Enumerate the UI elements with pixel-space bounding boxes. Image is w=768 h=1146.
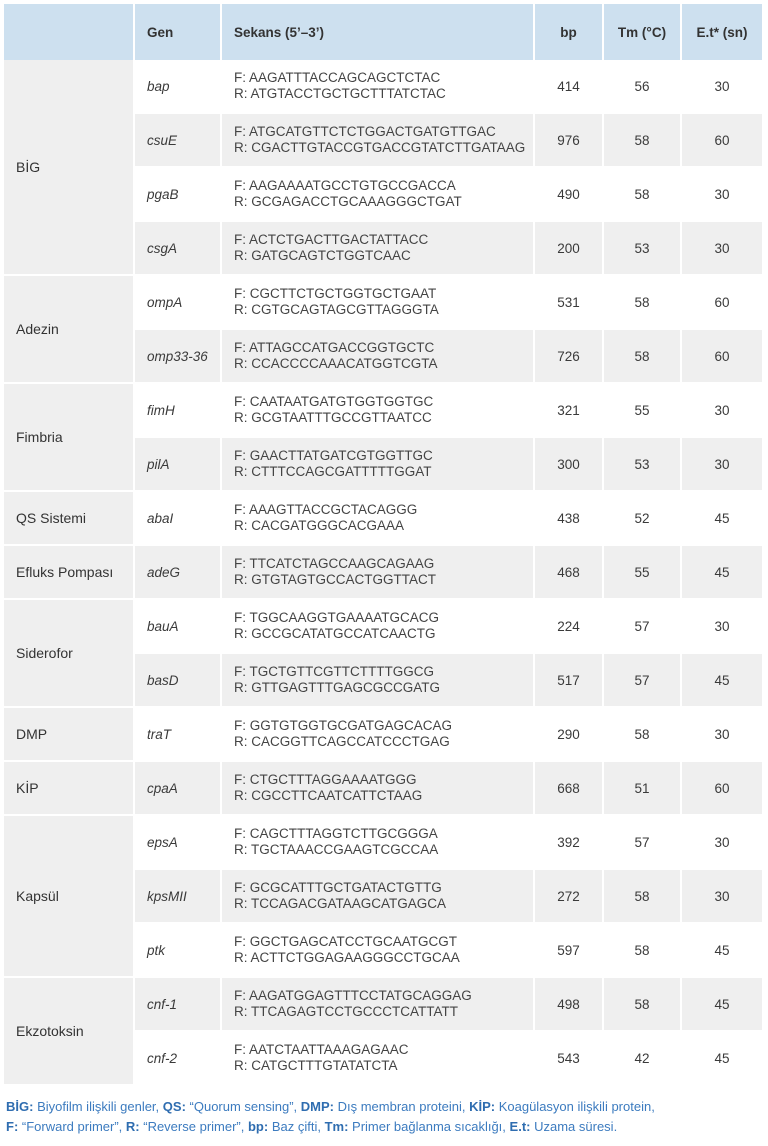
elongation-time-value: 60	[682, 276, 764, 330]
bp-value: 498	[535, 978, 604, 1032]
elongation-time-value: 60	[682, 762, 764, 816]
forward-primer: F: GGCTGAGCATCCTGCAATGCGT	[234, 934, 457, 949]
gene-name: csuE	[135, 114, 222, 168]
sequence-cell	[222, 330, 535, 384]
tm-value: 57	[604, 654, 682, 708]
legend-term: Tm:	[324, 1119, 349, 1134]
table-row	[4, 600, 764, 654]
bp-value: 290	[535, 708, 604, 762]
tm-value: 58	[604, 330, 682, 384]
forward-primer: F: AAGATGGAGTTTCCTATGCAGGAG	[234, 988, 472, 1003]
reverse-primer: R: CACGGTTCAGCCATCCCTGAG	[234, 734, 450, 749]
tm-value: 53	[604, 438, 682, 492]
gene-name: ompA	[135, 276, 222, 330]
legend-term: BİG:	[6, 1099, 34, 1114]
forward-primer: F: CGCTTCTGCTGGTGCTGAAT	[234, 286, 437, 301]
header-bp: bp	[535, 4, 604, 60]
sequence-cell	[222, 492, 535, 546]
table-row	[4, 708, 764, 762]
tm-value: 58	[604, 168, 682, 222]
bp-value: 468	[535, 546, 604, 600]
table-row	[4, 492, 764, 546]
sequence-cell	[222, 546, 535, 600]
gene-name: pilA	[135, 438, 222, 492]
sequence-cell	[222, 924, 535, 978]
forward-primer: F: ATTAGCCATGACCGGTGCTC	[234, 340, 435, 355]
bp-value: 300	[535, 438, 604, 492]
reverse-primer: R: GATGCAGTCTGGTCAAC	[234, 248, 411, 263]
elongation-time-value: 45	[682, 546, 764, 600]
bp-value: 597	[535, 924, 604, 978]
group-label: BİG	[4, 60, 135, 276]
reverse-primer: R: CCACCCCAAACATGGTCGTA	[234, 356, 438, 371]
group-label: KİP	[4, 762, 135, 816]
gene-name: cpaA	[135, 762, 222, 816]
reverse-primer: R: ATGTACCTGCTGCTTTATCTAC	[234, 86, 446, 101]
header-sequence: Sekans (5’–3’)	[222, 4, 535, 60]
forward-primer: F: TGCTGTTCGTTCTTTTGGCG	[234, 664, 434, 679]
legend-description: “Reverse primer”,	[139, 1119, 248, 1134]
forward-primer: F: TGGCAAGGTGAAAATGCACG	[234, 610, 440, 625]
sequence-cell	[222, 276, 535, 330]
legend-term: bp:	[247, 1119, 269, 1134]
group-label: Fimbria	[4, 384, 135, 492]
elongation-time-value: 45	[682, 978, 764, 1032]
reverse-primer: R: CGTGCAGTAGCGTTAGGGTA	[234, 302, 439, 317]
bp-value: 414	[535, 60, 604, 114]
sequence-cell	[222, 384, 535, 438]
gene-name: pgaB	[135, 168, 222, 222]
group-label: QS Sistemi	[4, 492, 135, 546]
forward-primer: F: GCGCATTTGCTGATACTGTTG	[234, 880, 442, 895]
elongation-time-value: 30	[682, 600, 764, 654]
tm-value: 55	[604, 546, 682, 600]
group-label: Kapsül	[4, 816, 135, 978]
reverse-primer: R: TTCAGAGTCCTGCCCTCATTATT	[234, 1004, 458, 1019]
bp-value: 668	[535, 762, 604, 816]
elongation-time-value: 45	[682, 654, 764, 708]
primer-table-wrapper	[4, 4, 764, 1086]
reverse-primer: R: GTGTAGTGCCACTGGTTACT	[234, 572, 436, 587]
gene-name: traT	[135, 708, 222, 762]
header-group	[4, 4, 135, 60]
tm-value: 42	[604, 1032, 682, 1086]
sequence-cell	[222, 222, 535, 276]
elongation-time-value: 45	[682, 924, 764, 978]
reverse-primer: R: CGACTTGTACCGTGACCGTATCTTGATAAG	[234, 140, 526, 155]
sequence-cell	[222, 708, 535, 762]
elongation-time-value: 30	[682, 438, 764, 492]
group-label: Ekzotoksin	[4, 978, 135, 1086]
table-row	[4, 816, 764, 870]
table-row	[4, 762, 764, 816]
bp-value: 490	[535, 168, 604, 222]
gene-name: epsA	[135, 816, 222, 870]
tm-value: 55	[604, 384, 682, 438]
legend-description: Primer bağlanma sıcaklığı,	[348, 1119, 510, 1134]
reverse-primer: R: GTTGAGTTTGAGCGCCGATG	[234, 680, 440, 695]
reverse-primer: R: GCGAGACCTGCAAAGGGCTGAT	[234, 194, 462, 209]
bp-value: 517	[535, 654, 604, 708]
reverse-primer: R: CATGCTTTGTATATCTA	[234, 1058, 398, 1073]
sequence-cell	[222, 978, 535, 1032]
gene-name: bap	[135, 60, 222, 114]
legend-term: QS:	[162, 1099, 186, 1114]
bp-value: 272	[535, 870, 604, 924]
gene-name: adeG	[135, 546, 222, 600]
forward-primer: F: CTGCTTTAGGAAAATGGG	[234, 772, 417, 787]
forward-primer: F: GAACTTATGATCGTGGTTGC	[234, 448, 433, 463]
legend-description: “Quorum sensing”,	[185, 1099, 301, 1114]
elongation-time-value: 30	[682, 870, 764, 924]
sequence-cell	[222, 654, 535, 708]
table-row	[4, 276, 764, 330]
bp-value: 200	[535, 222, 604, 276]
table-row	[4, 978, 764, 1032]
sequence-cell	[222, 438, 535, 492]
legend-description: Biyofilm ilişkili genler,	[33, 1099, 163, 1114]
header-tm: Tm (°C)	[604, 4, 682, 60]
bp-value: 321	[535, 384, 604, 438]
sequence-cell	[222, 60, 535, 114]
sequence-cell	[222, 870, 535, 924]
elongation-time-value: 60	[682, 330, 764, 384]
table-body	[4, 60, 764, 1086]
gene-name: bauA	[135, 600, 222, 654]
reverse-primer: R: TGCTAAACCGAAGTCGCCAA	[234, 842, 439, 857]
group-label: DMP	[4, 708, 135, 762]
forward-primer: F: TTCATCTAGCCAAGCAGAAG	[234, 556, 435, 571]
legend-term: DMP:	[300, 1099, 334, 1114]
table-legend	[6, 1097, 762, 1137]
header-elongation-time: E.t* (sn)	[682, 4, 764, 60]
forward-primer: F: CAGCTTTAGGTCTTGCGGGA	[234, 826, 438, 841]
legend-description: Koagülasyon ilişkili protein,	[495, 1099, 655, 1114]
legend-description: “Forward primer”,	[18, 1119, 126, 1134]
elongation-time-value: 45	[682, 492, 764, 546]
forward-primer: F: ATGCATGTTCTCTGGACTGATGTTGAC	[234, 124, 496, 139]
bp-value: 976	[535, 114, 604, 168]
elongation-time-value: 30	[682, 708, 764, 762]
group-label: Efluks Pompası	[4, 546, 135, 600]
gene-name: abaI	[135, 492, 222, 546]
gene-name: csgA	[135, 222, 222, 276]
bp-value: 726	[535, 330, 604, 384]
tm-value: 57	[604, 600, 682, 654]
legend-term: R:	[125, 1119, 140, 1134]
forward-primer: F: AATCTAATTAAAGAGAAC	[234, 1042, 409, 1057]
bp-value: 531	[535, 276, 604, 330]
tm-value: 56	[604, 60, 682, 114]
tm-value: 58	[604, 870, 682, 924]
group-label: Adezin	[4, 276, 135, 384]
elongation-time-value: 45	[682, 1032, 764, 1086]
forward-primer: F: ACTCTGACTTGACTATTACC	[234, 232, 429, 247]
header-gene: Gen	[135, 4, 222, 60]
bp-value: 438	[535, 492, 604, 546]
sequence-cell	[222, 600, 535, 654]
legend-term: F:	[6, 1119, 19, 1134]
legend-term: KİP:	[469, 1099, 496, 1114]
tm-value: 58	[604, 978, 682, 1032]
tm-value: 57	[604, 816, 682, 870]
tm-value: 53	[604, 222, 682, 276]
elongation-time-value: 30	[682, 222, 764, 276]
table-row	[4, 60, 764, 114]
elongation-time-value: 30	[682, 168, 764, 222]
tm-value: 58	[604, 924, 682, 978]
reverse-primer: R: GCGTAATTTGCCGTTAATCC	[234, 410, 432, 425]
gene-name: kpsMII	[135, 870, 222, 924]
legend-description: Uzama süresi.	[530, 1119, 618, 1134]
sequence-cell	[222, 168, 535, 222]
gene-name: fimH	[135, 384, 222, 438]
bp-value: 543	[535, 1032, 604, 1086]
sequence-cell	[222, 762, 535, 816]
elongation-time-value: 30	[682, 60, 764, 114]
bp-value: 224	[535, 600, 604, 654]
legend-description: Dış membran proteini,	[334, 1099, 470, 1114]
table-row	[4, 384, 764, 438]
gene-name: cnf-2	[135, 1032, 222, 1086]
tm-value: 58	[604, 114, 682, 168]
reverse-primer: R: CACGATGGGCACGAAA	[234, 518, 405, 533]
group-label: Siderofor	[4, 600, 135, 708]
tm-value: 58	[604, 276, 682, 330]
tm-value: 51	[604, 762, 682, 816]
tm-value: 58	[604, 708, 682, 762]
forward-primer: F: AAGATTTACCAGCAGCTCTAC	[234, 70, 441, 85]
forward-primer: F: GGTGTGGTGCGATGAGCACAG	[234, 718, 453, 733]
reverse-primer: R: TCCAGACGATAAGCATGAGCA	[234, 896, 447, 911]
table-row	[4, 546, 764, 600]
elongation-time-value: 30	[682, 384, 764, 438]
gene-name: omp33-36	[135, 330, 222, 384]
gene-name: ptk	[135, 924, 222, 978]
forward-primer: F: CAATAATGATGTGGTGGTGC	[234, 394, 434, 409]
reverse-primer: R: GCCGCATATGCCATCAACTG	[234, 626, 436, 641]
primer-table	[4, 4, 764, 1086]
bp-value: 392	[535, 816, 604, 870]
gene-name: basD	[135, 654, 222, 708]
forward-primer: F: AAGAAAATGCCTGTGCCGACCA	[234, 178, 456, 193]
legend-term: E.t:	[509, 1119, 531, 1134]
sequence-cell	[222, 114, 535, 168]
sequence-cell	[222, 816, 535, 870]
tm-value: 52	[604, 492, 682, 546]
legend-description: Baz çifti,	[268, 1119, 325, 1134]
gene-name: cnf-1	[135, 978, 222, 1032]
forward-primer: F: AAAGTTACCGCTACAGGG	[234, 502, 418, 517]
sequence-cell	[222, 1032, 535, 1086]
elongation-time-value: 60	[682, 114, 764, 168]
table-header-row	[4, 4, 764, 60]
reverse-primer: R: CTTTCCAGCGATTTTTGGAT	[234, 464, 432, 479]
reverse-primer: R: CGCCTTCAATCATTCTAAG	[234, 788, 423, 803]
elongation-time-value: 30	[682, 816, 764, 870]
reverse-primer: R: ACTTCTGGAGAAGGGCCTGCAA	[234, 950, 460, 965]
